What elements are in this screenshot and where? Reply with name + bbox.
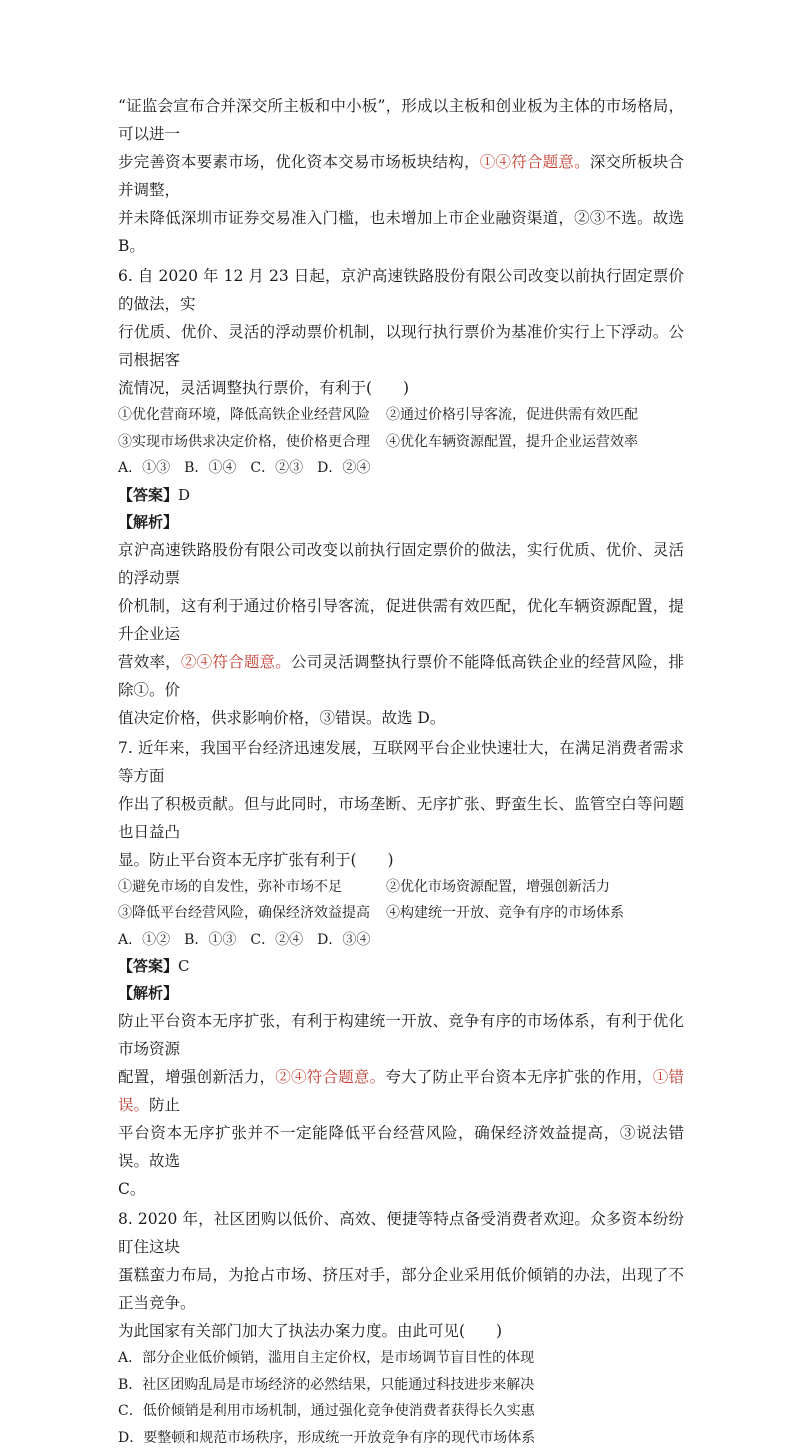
analysis-line xyxy=(118,648,684,704)
statement-option: ①避免市场的自发性，弥补市场不足 xyxy=(118,874,386,901)
question-stem: 为此国家有关部门加大了执法办案力度。由此可见( ) xyxy=(118,1317,684,1345)
question-stem: 作出了积极贡献。但与此同时，市场垄断、无序扩张、野蛮生长、监管空白等问题也日益凸 xyxy=(118,790,684,846)
statement-option: ③降低平台经营风险，确保经济效益提高 xyxy=(118,900,386,927)
option-row xyxy=(118,429,684,456)
answer-value: C xyxy=(178,957,189,975)
analysis-label: 【解析】 xyxy=(118,980,684,1007)
answer-line xyxy=(118,953,684,980)
statement-option: ①优化营商环境，降低高铁企业经营风险 xyxy=(118,402,386,429)
question-stem: 7. 近年来，我国平台经济迅速发展，互联网平台企业快速壮大，在满足消费者需求等方面 xyxy=(118,734,684,790)
statement-option: ④构建统一开放、竞争有序的市场体系 xyxy=(386,900,624,927)
analysis-line xyxy=(118,1063,684,1119)
analysis-label: 【解析】 xyxy=(118,509,684,536)
choice-line: A．①③ B．①④ C．②③ D．②④ xyxy=(118,455,684,482)
answer-value: D xyxy=(178,486,190,504)
analysis-line: 防止平台资本无序扩张，有利于构建统一开放、竞争有序的市场体系，有利于优化市场资源 xyxy=(118,1007,684,1063)
text: 营效率， xyxy=(118,653,181,671)
answer-line xyxy=(118,482,684,509)
text: 深交所板块合并调整， xyxy=(118,153,684,199)
question-7 xyxy=(118,734,684,1204)
analysis-line: 平台资本无序扩张并不一定能降低平台经营风险，确保经济效益提高，③说法错误。故选 xyxy=(118,1119,684,1175)
analysis-line: 值决定价格，供求影响价格，③错误。故选 D。 xyxy=(118,704,684,732)
question-stem: 显。防止平台资本无序扩张有利于( ) xyxy=(118,846,684,874)
text: 配置，增强创新活力， xyxy=(118,1068,275,1086)
statement-option: ④优化车辆资源配置，提升企业运营效率 xyxy=(386,429,638,456)
highlight-text: ①错误。 xyxy=(118,1068,684,1114)
statement-option: ②通过价格引导客流，促进供需有效匹配 xyxy=(386,402,638,429)
question-stem: 蛋糕蛮力布局，为抢占市场、挤压对手，部分企业采用低价倾销的办法，出现了不正当竞争。 xyxy=(118,1261,684,1317)
question-stem: 6. 自 2020 年 12 月 23 日起，京沪高速铁路股份有限公司改变以前执行固定票价的做法，实 xyxy=(118,262,684,318)
text: 防止 xyxy=(149,1096,180,1114)
analysis-line: C。 xyxy=(118,1175,684,1203)
question-stem: 8. 2020 年，社区团购以低价、高效、便捷等特点备受消费者欢迎。众多资本纷纷盯住这块 xyxy=(118,1205,684,1261)
option-row xyxy=(118,900,684,927)
question-8 xyxy=(118,1205,684,1451)
statement-option: ③实现市场供求决定价格，使价格更合理 xyxy=(118,429,386,456)
choice-option-b: B．社区团购乱局是市场经济的必然结果，只能通过科技进步来解决 xyxy=(118,1372,684,1399)
analysis-line: 价机制，这有利于通过价格引导客流，促进供需有效匹配，优化车辆资源配置，提升企业运 xyxy=(118,592,684,648)
analysis-line: 京沪高速铁路股份有限公司改变以前执行固定票价的做法，实行优质、优价、灵活的浮动票 xyxy=(118,536,684,592)
statement-option: ②优化市场资源配置，增强创新活力 xyxy=(386,874,610,901)
text: 步完善资本要素市场，优化资本交易市场板块结构， xyxy=(118,153,480,171)
choice-line: A．①② B．①③ C．②④ D．③④ xyxy=(118,927,684,954)
highlight-text: ①④符合题意。 xyxy=(480,153,590,171)
option-row xyxy=(118,874,684,901)
choice-option-d: D．要整顿和规范市场秩序，形成统一开放竞争有序的现代市场体系 xyxy=(118,1425,684,1451)
text: 夸大了防止平台资本无序扩张的作用， xyxy=(385,1068,652,1086)
answer-label: 【答案】 xyxy=(118,957,178,975)
question-stem: 流情况，灵活调整执行票价，有利于( ) xyxy=(118,374,684,402)
text: 公司灵活调整执行票价不能降低高铁企业的经营风险，排除①。价 xyxy=(118,653,684,699)
intro-line: 并未降低深圳市证券交易准入门槛，也未增加上市企业融资渠道，②③不选。故选 B。 xyxy=(118,204,684,260)
intro-line: “证监会宣布合并深交所主板和中小板”，形成以主板和创业板为主体的市场格局，可以进一 xyxy=(118,92,684,148)
highlight-text: ②④符合题意。 xyxy=(181,653,291,671)
option-row xyxy=(118,402,684,429)
intro-analysis xyxy=(118,92,684,260)
intro-line xyxy=(118,148,684,204)
choice-option-a: A．部分企业低价倾销，滥用自主定价权，是市场调节盲目性的体现 xyxy=(118,1345,684,1372)
highlight-text: ②④符合题意。 xyxy=(275,1068,385,1086)
question-stem: 行优质、优价、灵活的浮动票价机制，以现行执行票价为基准价实行上下浮动。公司根据客 xyxy=(118,318,684,374)
question-6 xyxy=(118,262,684,732)
answer-label: 【答案】 xyxy=(118,486,178,504)
choice-option-c: C．低价倾销是利用市场机制，通过强化竞争使消费者获得长久实惠 xyxy=(118,1398,684,1425)
